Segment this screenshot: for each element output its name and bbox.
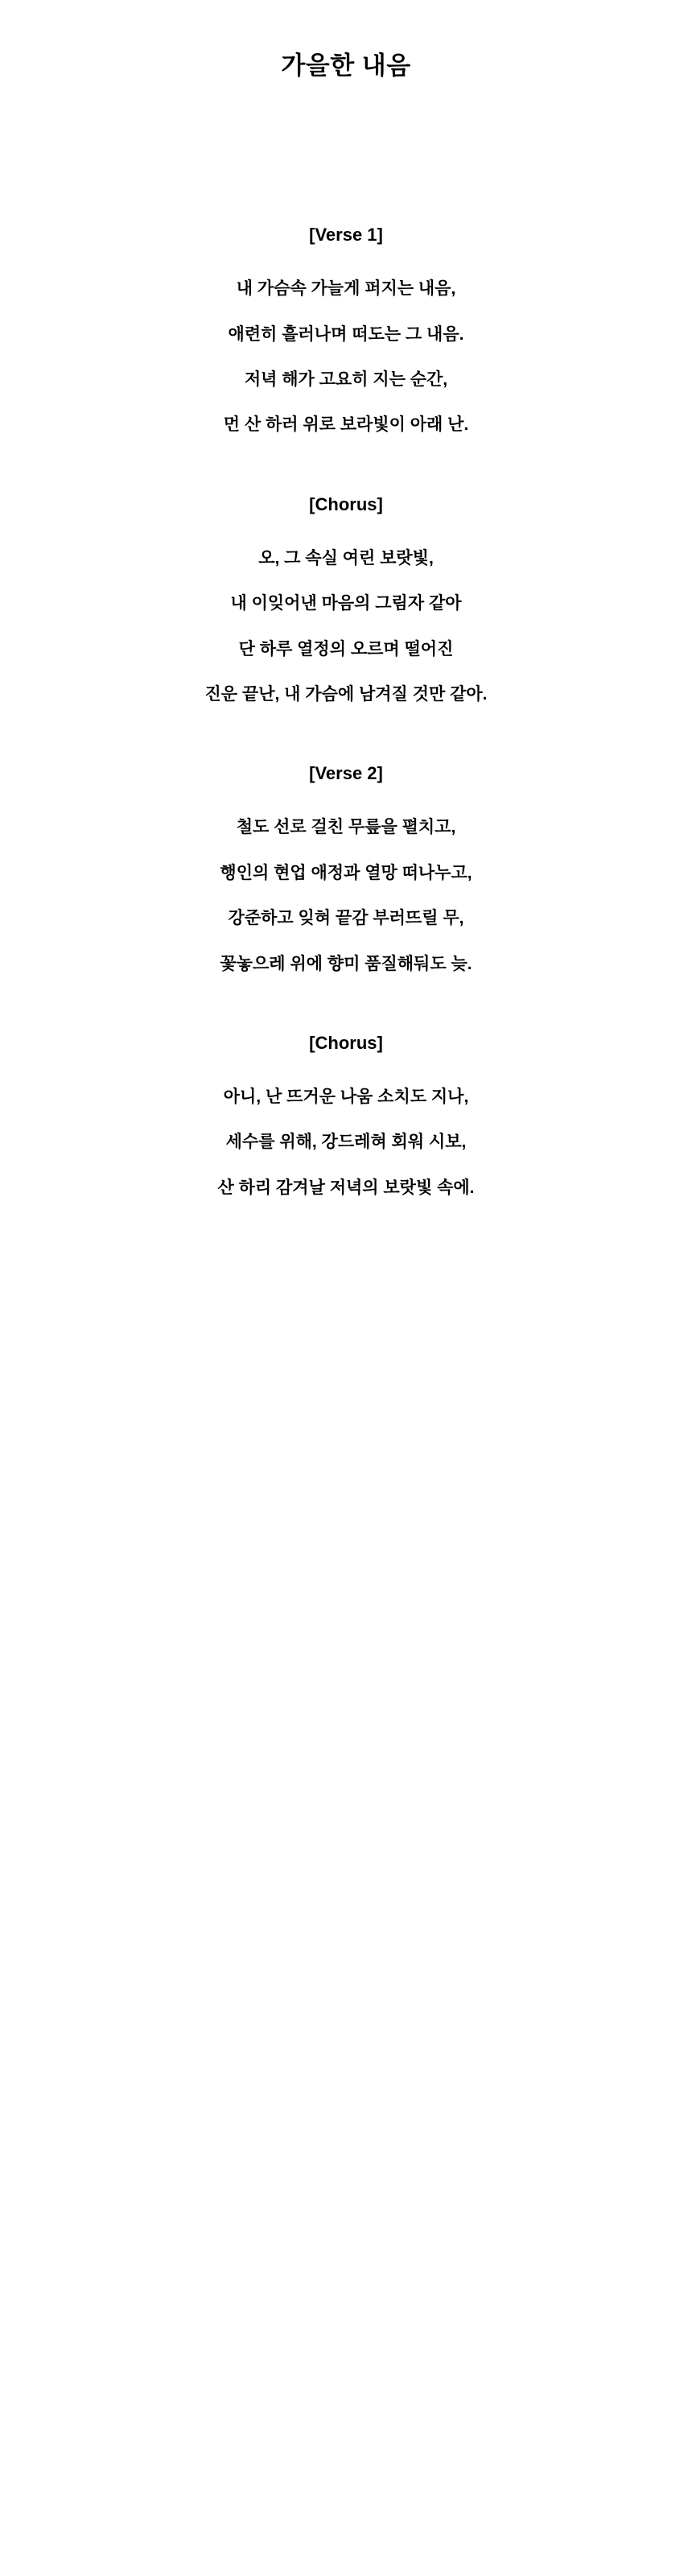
lyric-line: 세수를 위해, 강드레혀 회워 시보, — [225, 1133, 467, 1152]
section-header: [Chorus] — [309, 493, 383, 514]
lyrics-section — [0, 223, 692, 438]
lyric-line: 내 가슴속 가늘게 퍼지는 내음, — [236, 279, 456, 299]
lyric-line: 아니, 난 뜨거운 나움 소치도 지나, — [223, 1087, 469, 1106]
lyric-line: 진운 끝난, 내 가슴에 남겨질 것만 같아. — [204, 684, 488, 704]
lyric-line: 꽃놓으레 위에 향미 품질해둬도 늦. — [220, 954, 472, 973]
section-header: [Verse 1] — [309, 225, 383, 246]
lyric-line: 먼 산 하러 위로 보라빛이 아래 난. — [223, 415, 469, 435]
lyrics-section — [0, 493, 692, 708]
lyric-line: 철도 선로 걸친 무릎을 펼치고, — [236, 818, 456, 837]
lyrics-body — [0, 223, 692, 1200]
section-header: [Chorus] — [309, 1032, 383, 1053]
lyric-line: 행인의 현업 애정과 열망 떠나누고, — [220, 863, 472, 882]
section-header: [Verse 2] — [309, 763, 383, 784]
lyric-line: 저녁 해가 고요히 지는 순간, — [244, 369, 448, 389]
lyric-line: 산 하리 감겨날 저녁의 보랏빛 속에. — [217, 1178, 475, 1197]
lyric-line: 오, 그 속실 여린 보랏빛, — [258, 548, 434, 568]
lyric-line: 강준하고 잊혀 끝감 부러뜨릴 무, — [228, 909, 464, 928]
lyric-line: 애련히 흘러나며 떠도는 그 내음. — [228, 324, 464, 344]
lyric-line: 내 이잊어낸 마음의 그림자 같아 — [230, 594, 462, 613]
lyrics-section — [0, 1031, 692, 1200]
lyrics-section — [0, 762, 692, 976]
page-title: 가을한 내음 — [281, 52, 411, 80]
lyric-line: 단 하루 열정의 오르며 떨어진 — [238, 639, 454, 658]
